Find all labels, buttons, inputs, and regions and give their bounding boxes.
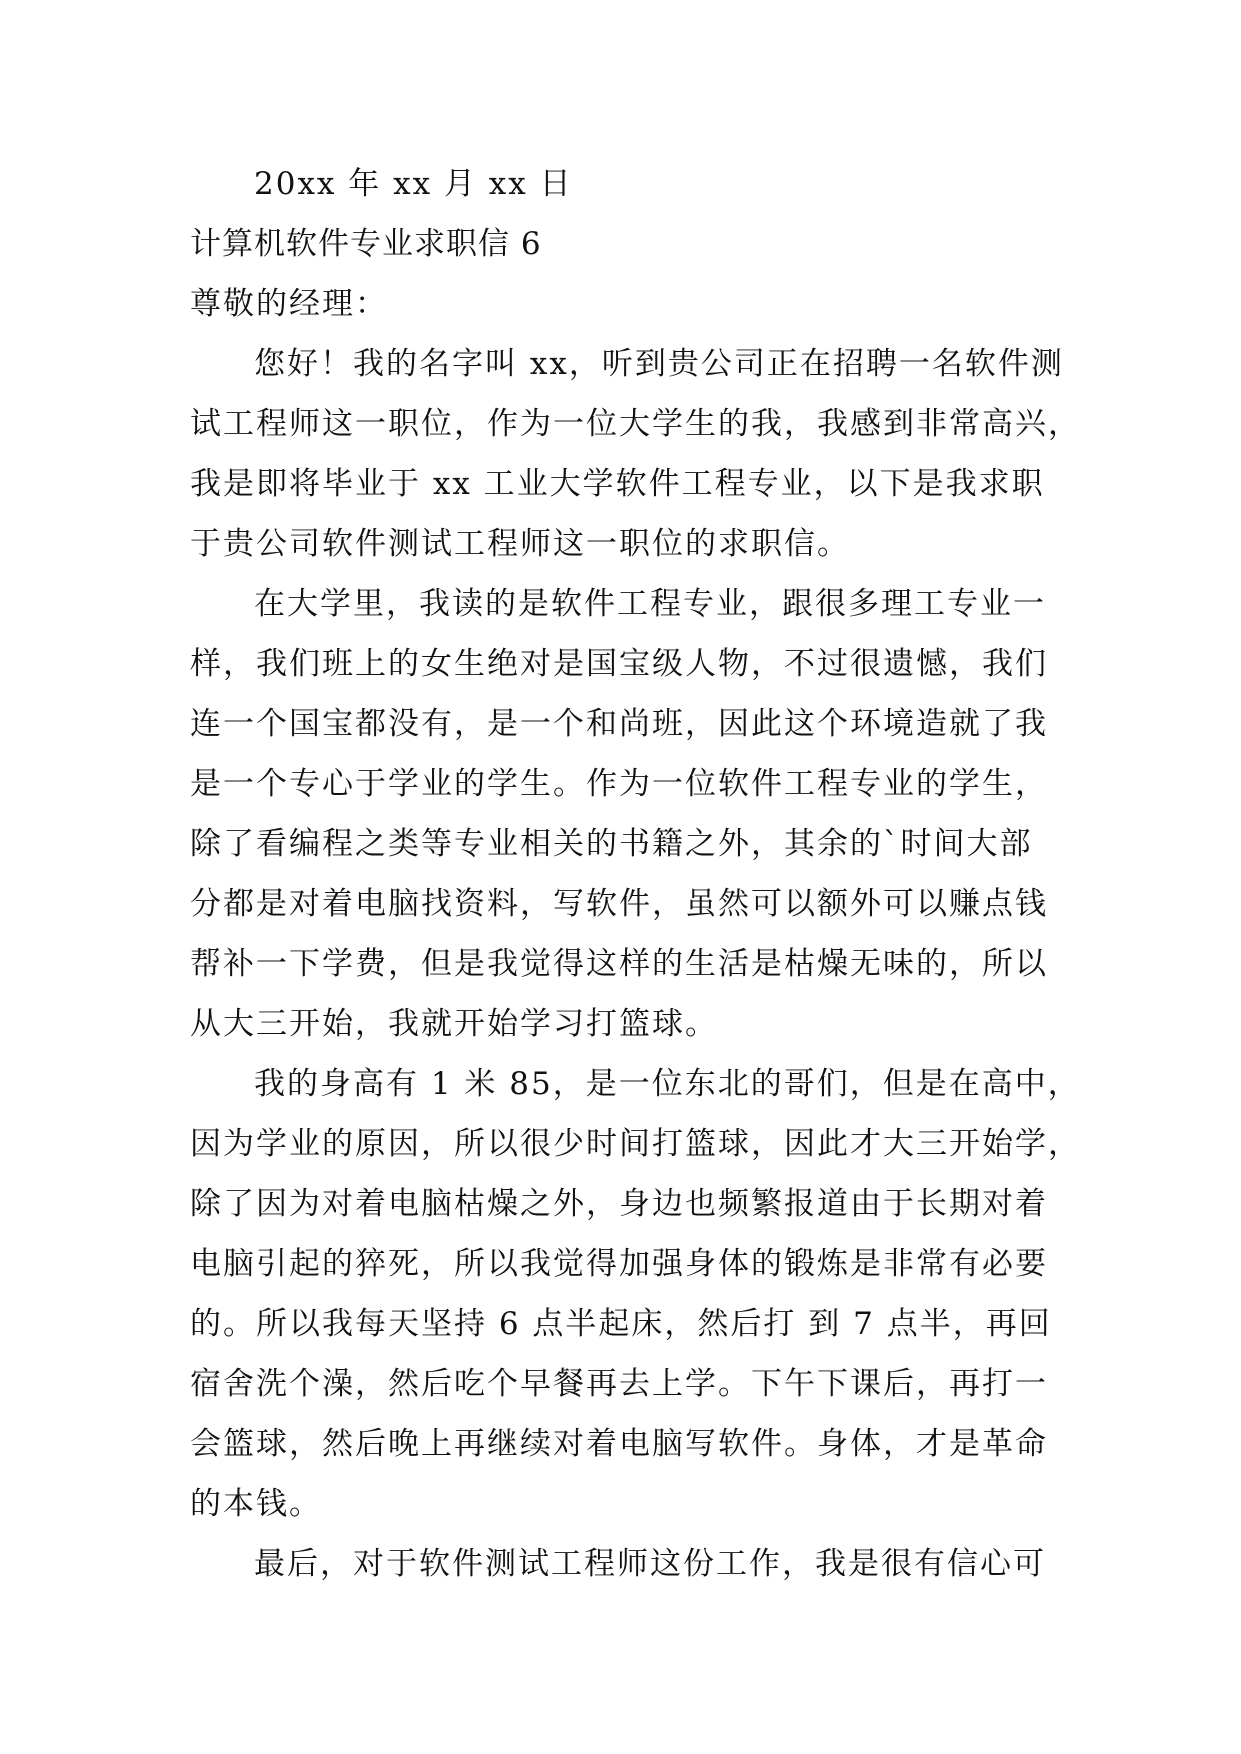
paragraph-3-line-5: 的。所以我每天坚持 6 点半起床，然后打 到 7 点半，再回	[190, 1306, 1052, 1342]
paragraph-3-line-4: 电脑引起的猝死，所以我觉得加强身体的锻炼是非常有必要	[190, 1246, 1048, 1282]
paragraph-1-line-2: 试工程师这一职位，作为一位大学生的我，我感到非常高兴，	[190, 406, 1081, 442]
paragraph-3-line-3: 除了因为对着电脑枯燥之外，身边也频繁报道由于长期对着	[190, 1186, 1048, 1222]
paragraph-1-line-1: 您好！我的名字叫 xx，听到贵公司正在招聘一名软件测	[254, 346, 1064, 382]
paragraph-2-line-3: 连一个国宝都没有，是一个和尚班，因此这个环境造就了我	[190, 706, 1048, 742]
paragraph-2-line-4: 是一个专心于学业的学生。作为一位软件工程专业的学生，	[190, 766, 1048, 802]
document-body	[190, 154, 1081, 1594]
paragraph-3-line-7: 会篮球，然后晚上再继续对着电脑写软件。身体，才是革命	[190, 1426, 1048, 1462]
paragraph-2-line-5: 除了看编程之类等专业相关的书籍之外，其余的`时间大部	[190, 826, 1033, 862]
paragraph-1-line-3: 我是即将毕业于 xx 工业大学软件工程专业，以下是我求职	[190, 466, 1045, 502]
paragraph-3-line-2: 因为学业的原因，所以很少时间打篮球，因此才大三开始学，	[190, 1126, 1081, 1162]
salutation: 尊敬的经理：	[190, 286, 388, 322]
paragraph-4-line-1: 最后，对于软件测试工程师这份工作，我是很有信心可	[254, 1546, 1046, 1582]
paragraph-2-line-8: 从大三开始，我就开始学习打篮球。	[190, 1006, 718, 1042]
paragraph-2-line-6: 分都是对着电脑找资料，写软件，虽然可以额外可以赚点钱	[190, 886, 1048, 922]
paragraph-2-line-2: 样，我们班上的女生绝对是国宝级人物，不过很遗憾，我们	[190, 646, 1048, 682]
paragraph-3-line-1: 我的身高有 1 米 85，是一位东北的哥们，但是在高中，	[254, 1066, 1081, 1102]
letter-title: 计算机软件专业求职信 6	[190, 226, 542, 262]
paragraph-3-line-6: 宿舍洗个澡，然后吃个早餐再去上学。下午下课后，再打一	[190, 1366, 1048, 1402]
paragraph-3-line-8: 的本钱。	[190, 1486, 322, 1522]
paragraph-2-line-1: 在大学里，我读的是软件工程专业，跟很多理工专业一	[254, 586, 1046, 622]
paragraph-1-line-4: 于贵公司软件测试工程师这一职位的求职信。	[190, 526, 850, 562]
paragraph-2-line-7: 帮补一下学费，但是我觉得这样的生活是枯燥无味的，所以	[190, 946, 1048, 982]
date-line: 20xx 年 xx 月 xx 日	[254, 166, 573, 202]
